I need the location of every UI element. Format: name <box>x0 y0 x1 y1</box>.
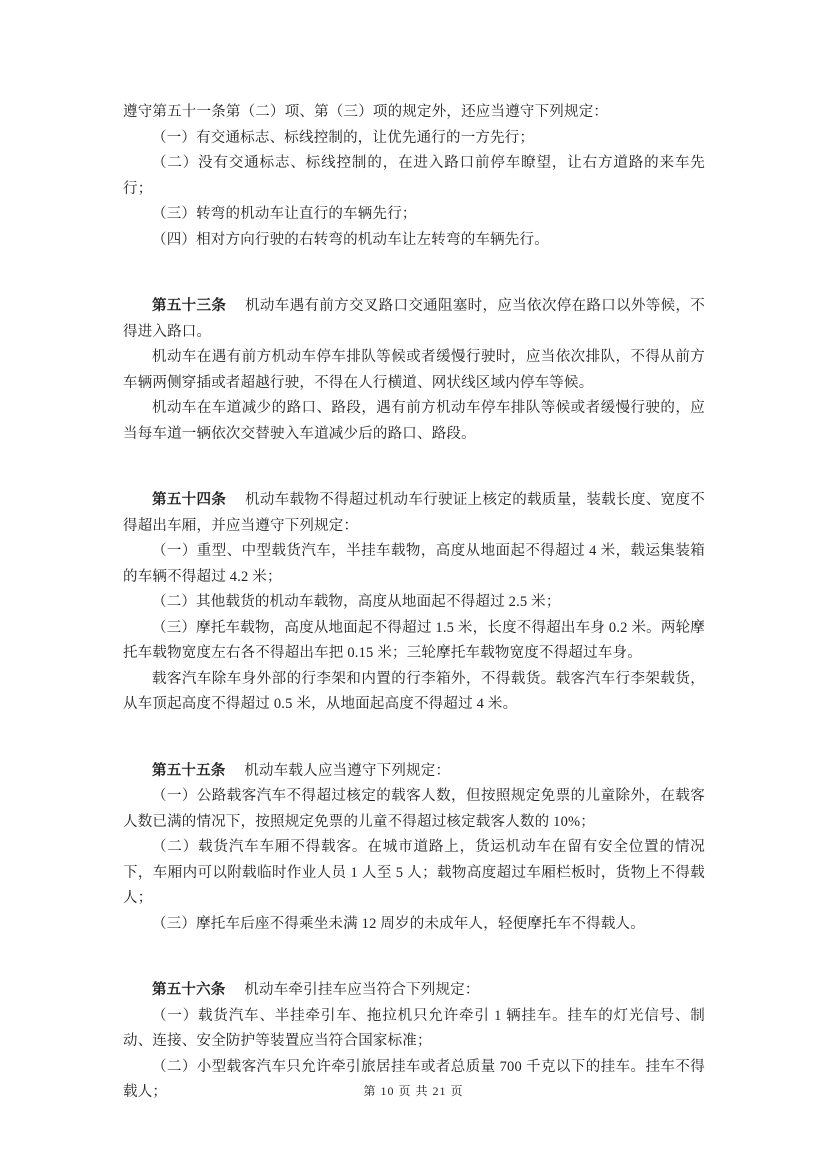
article-text: 机动车牵引挂车应当符合下列规定： <box>244 982 480 998</box>
article-paragraph <box>123 294 705 345</box>
item-paragraph: （一）有交通标志、标线控制的，让优先通行的一方先行； <box>152 129 535 146</box>
article-number: 第五十三条 <box>152 298 227 314</box>
article-text: 机动车载物不得超过机动车行驶证上核定的载质量，装载长度、宽度不得超出车厢，并应当遵守下列规定： <box>123 492 706 534</box>
page-content <box>123 100 705 1106</box>
page-footer <box>0 1083 827 1099</box>
article-text: 机动车载人应当遵守下列规定： <box>244 762 451 779</box>
item-paragraph: （三）摩托车后座不得乘坐未满 12 周岁的未成年人，轻便摩托车不得载人。 <box>152 915 645 932</box>
item-paragraph: （三）转弯的机动车让直行的车辆先行； <box>152 206 417 222</box>
article-text: 机动车遇有前方交叉路口交通阻塞时，应当依次停在路口以外等候，不得进入路口。 <box>123 298 706 340</box>
page-number: 第 10 页 共 21 页 <box>363 1084 464 1098</box>
section-article-54 <box>123 488 705 718</box>
item-paragraph: （三）摩托车载物，高度从地面起不得超过 1.5 米，长度不得超出车身 0.2 米。两轮摩托车载物宽度左右各不得超出车把 0.15 米；三轮摩托车载物宽度不得超过车身。 <box>123 619 705 661</box>
paragraph: 载客汽车除车身外部的行李架和内置的行李箱外，不得载货。载客汽车行李架载货，从车顶起高度不得超过 0.5 米，从地面起高度不得超过 4 米。 <box>123 670 705 712</box>
item-paragraph: （一）载货汽车、半挂牵引车、拖拉机只允许牵引 1 辆挂车。挂车的灯光信号、制动、连接、安全防护等装置应当符合国家标准； <box>123 1007 705 1049</box>
paragraph: 机动车在车道减少的路口、路段，遇有前方机动车停车排队等候或者缓慢行驶的，应当每车道一辆依次交替驶入车道减少后的路口、路段。 <box>123 400 705 442</box>
item-paragraph: （一）重型、中型载货汽车，半挂车载物，高度从地面起不得超过 4 米，载运集装箱的车辆不得超过 4.2 米； <box>123 543 705 585</box>
article-paragraph <box>123 488 705 539</box>
item-paragraph: （二）载货汽车车厢不得载客。在城市道路上，货运机动车在留有安全位置的情况下，车厢内可以附载临时作业人员 1 人至 5 人；载物高度超过车厢栏板时，货物上不得载人； <box>123 839 705 906</box>
section-continued <box>123 100 705 253</box>
article-number: 第五十四条 <box>152 492 227 508</box>
paragraph: 遵守第五十一条第（二）项、第（三）项的规定外，还应当遵守下列规定： <box>123 104 609 120</box>
article-paragraph <box>123 978 705 1004</box>
paragraph: 机动车在遇有前方机动车停车排队等候或者缓慢行驶时，应当依次排队，不得从前方车辆两侧穿插或者超越行驶，不得在人行横道、网状线区域内停车等候。 <box>123 349 705 391</box>
item-paragraph: （二）其他载货的机动车载物，高度从地面起不得超过 2.5 米； <box>152 594 561 610</box>
article-paragraph <box>123 759 705 785</box>
section-article-55 <box>123 759 705 938</box>
item-paragraph: （二）没有交通标志、标线控制的，在进入路口前停车瞭望，让右方道路的来车先行； <box>123 155 705 197</box>
article-number: 第五十五条 <box>152 762 226 779</box>
item-paragraph: （一）公路载客汽车不得超过核定的载客人数，但按照规定免票的儿童除外，在载客人数已满的情况下，按照规定免票的儿童不得超过核定载客人数的 10%； <box>123 788 705 830</box>
item-paragraph: （四）相对方向行驶的右转弯的机动车让左转弯的车辆先行。 <box>152 231 549 248</box>
item-paragraph: （二）小型载客汽车只允许牵引旅居挂车或者总质量 700 千克以下的挂车。挂车不得载人； <box>123 1058 705 1100</box>
article-number: 第五十六条 <box>152 982 226 998</box>
section-article-53 <box>123 294 705 447</box>
